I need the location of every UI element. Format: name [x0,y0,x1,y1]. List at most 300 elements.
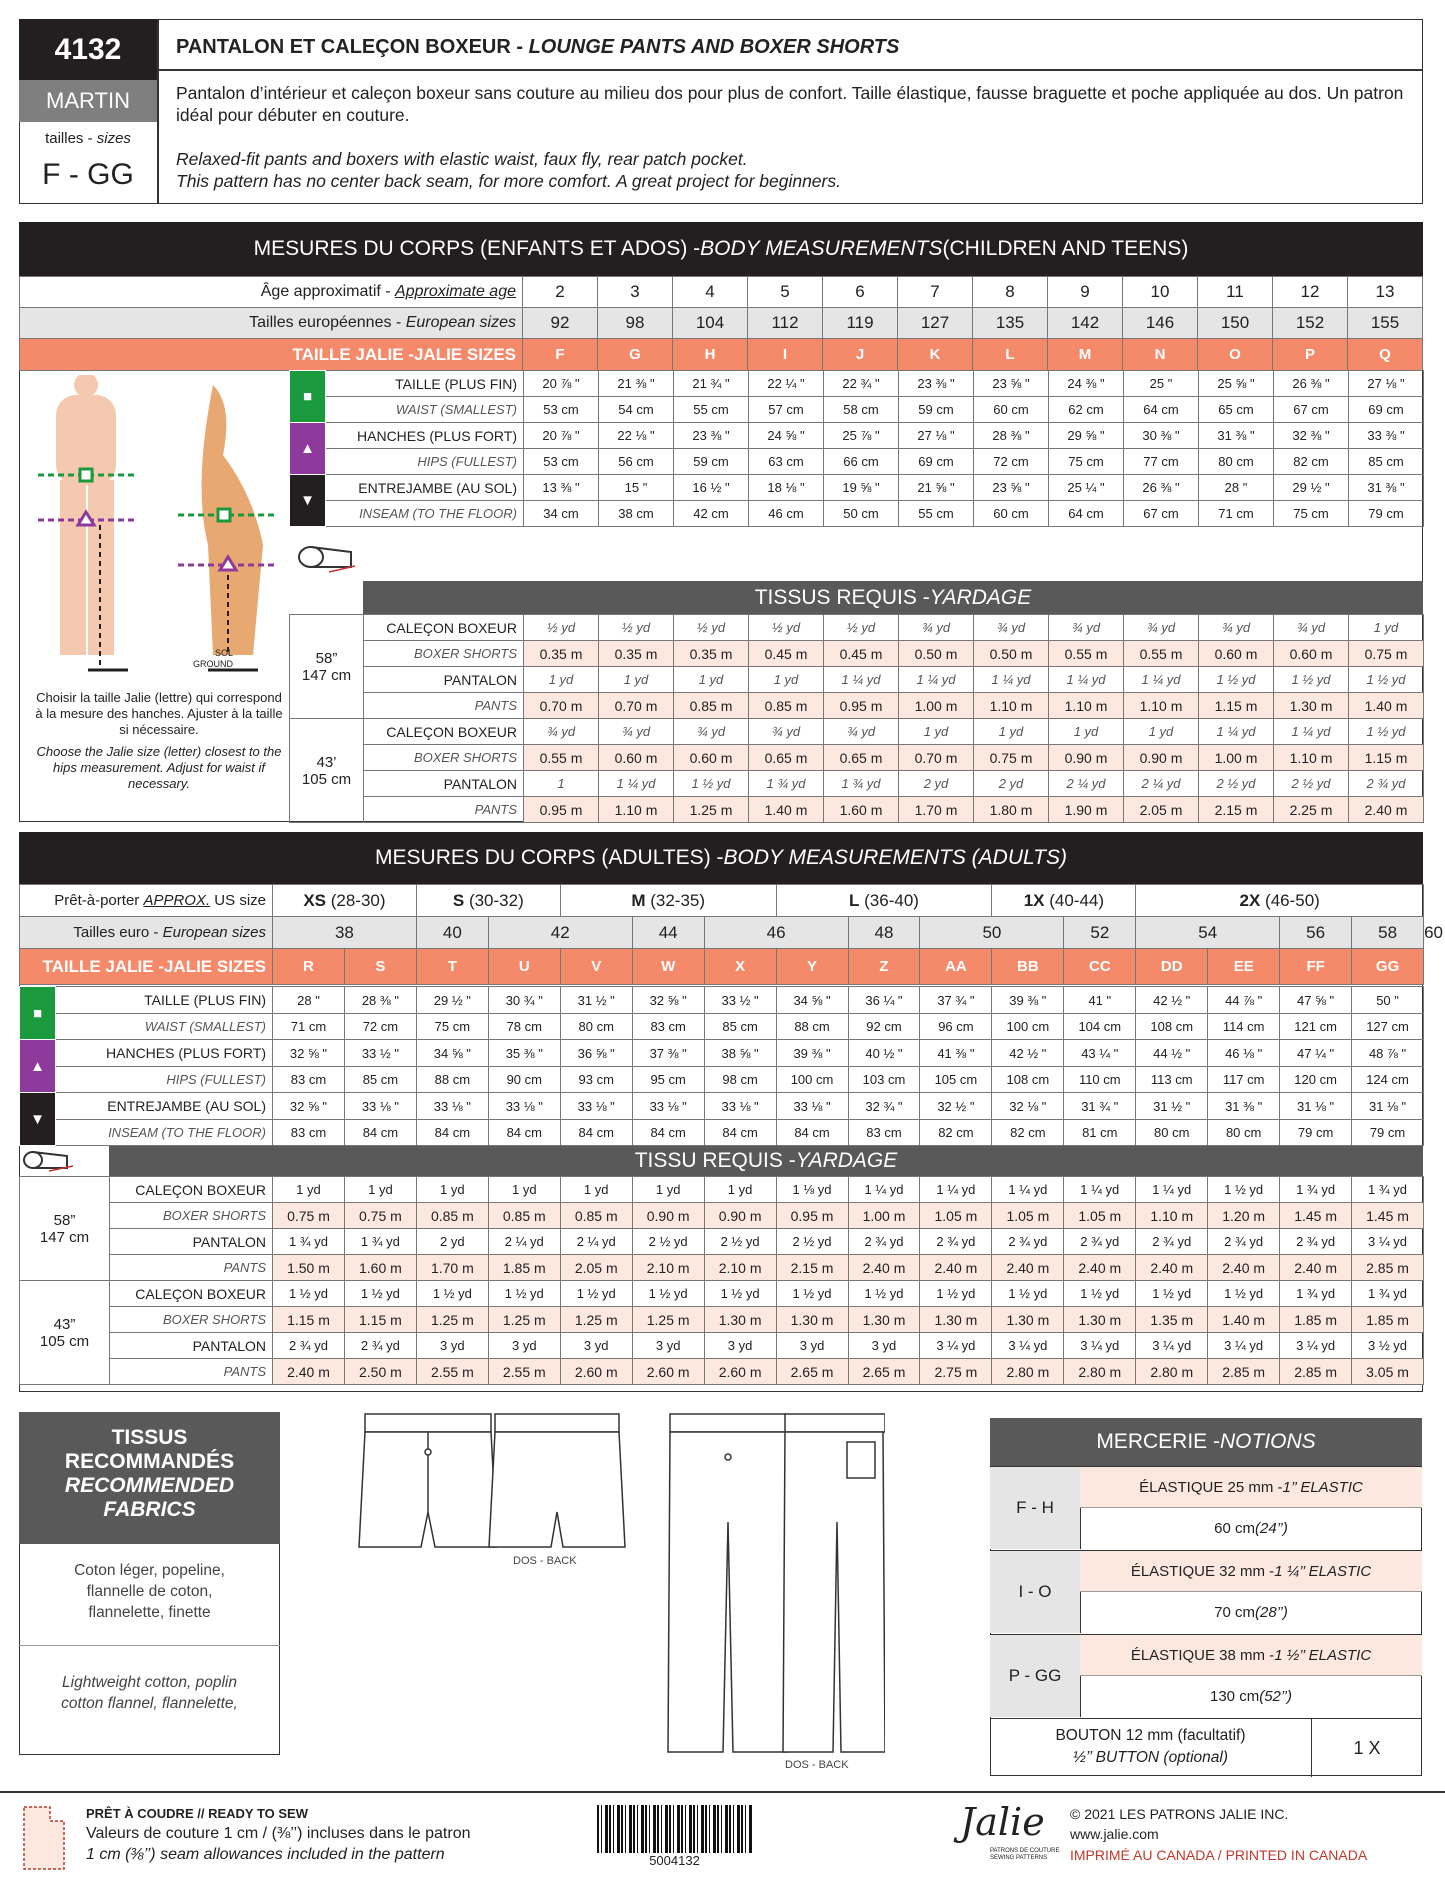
pattern-title: PANTALON ET CALEÇON BOXEUR - LOUNGE PANTS AND BOXER SHORTS [176,36,900,58]
yardage-m: 0.75 m [344,1203,416,1229]
yardage-m: 0.85 m [488,1203,560,1229]
yardage-m: 2.40 m [1349,797,1424,823]
yardage-yd: 2 ½ yd [704,1229,776,1255]
yardage-m: 2.40 m [848,1255,920,1281]
waist-inches: 25 " [1124,371,1199,397]
yardage-label-en: PANTS [110,1359,273,1385]
inseam-cm: 80 cm [1208,1120,1280,1146]
waist-cm: 57 cm [749,397,824,423]
yardage-m: 2.85 m [1208,1359,1280,1385]
waist-inches: 27 ⅛ " [1349,371,1424,397]
hips-cm: 93 cm [560,1067,632,1093]
waist-cm: 121 cm [1280,1014,1352,1040]
waist-inches: 37 ¾ " [920,987,992,1014]
yardage-yd: 1 yd [899,719,974,745]
euro-size: 38 [273,917,417,949]
yardage-m: 2.40 m [1208,1255,1280,1281]
yardage-yd: 2 yd [416,1229,488,1255]
jalie-size: W [632,949,704,985]
yardage-m: 1.00 m [899,693,974,719]
divider [157,19,159,204]
notion-size: F - H [990,1467,1081,1549]
seam-fr: Valeurs de couture 1 cm / (⅜’’) incluses dans le patron [86,1825,471,1842]
yardage-yd: 3 ¼ yd [1352,1229,1424,1255]
waist-inches: 21 ⅜ " [599,371,674,397]
jalie-size: EE [1208,949,1280,985]
yardage-m: 2.65 m [848,1359,920,1385]
yardage-yd: 1 ¾ yd [1352,1177,1424,1203]
yardage-m: 1.25 m [674,797,749,823]
yardage-label: PANTALON [364,771,524,797]
waist-cm: 72 cm [344,1014,416,1040]
yardage-m: 0.50 m [974,641,1049,667]
inseam-inches: 32 ⅝ " [273,1093,345,1120]
fabric-width: 58” 147 cm [20,1177,110,1281]
yardage-m: 2.05 m [1124,797,1199,823]
yardage-yd: 2 ¼ yd [488,1229,560,1255]
waist-cm: 53 cm [524,397,599,423]
inseam-cm: 83 cm [273,1120,345,1146]
seam-en: 1 cm (⅜’’) seam allowances included in the pattern [86,1846,445,1863]
waist-inches: 29 ½ " [416,987,488,1014]
yardage-m: 1.15 m [1349,745,1424,771]
rtw-size: XS (28-30) [273,885,417,917]
yardage-m: 0.90 m [1049,745,1124,771]
yardage-yd: 1 yd [704,1177,776,1203]
yardage-m: 2.15 m [776,1255,848,1281]
yardage-m: 1.80 m [974,797,1049,823]
yardage-m: 1.00 m [848,1203,920,1229]
inseam-inches: 29 ½ " [1274,475,1349,501]
inseam-inches: 16 ½ " [674,475,749,501]
hips-inches: 40 ½ " [848,1040,920,1067]
notion-length: 60 cm (24’’) [1214,1520,1288,1537]
yardage-yd: ¾ yd [674,719,749,745]
yardage-m: 0.60 m [599,745,674,771]
yardage-yd: 2 ¾ yd [1349,771,1424,797]
kids-ages-cell: 13 [1348,277,1423,308]
yardage-m: 1.45 m [1280,1203,1352,1229]
inseam-inches: 19 ⅝ " [824,475,899,501]
waist-cm: 108 cm [1136,1014,1208,1040]
hips-inches: 34 ⅝ " [416,1040,488,1067]
hips-inches: 32 ⅝ " [273,1040,345,1067]
inseam-cm: 84 cm [344,1120,416,1146]
hips-cm: 56 cm [599,449,674,475]
waist-inches: 41 " [1064,987,1136,1014]
yardage-m: 1.25 m [416,1307,488,1333]
hips-inches: 31 ⅜ " [1199,423,1274,449]
kids-ages-cell: 2 [523,277,598,308]
yardage-m: 1.10 m [1124,693,1199,719]
waist-inches: 22 ¼ " [749,371,824,397]
yardage-m: 2.80 m [1064,1359,1136,1385]
inseam-cm: 64 cm [1049,501,1124,527]
pants-back [783,1414,885,1752]
yardage-m: 2.60 m [704,1359,776,1385]
hips-inches: 20 ⅞ " [524,423,599,449]
inseam-cm: 34 cm [524,501,599,527]
yardage-yd: ¾ yd [1124,615,1199,641]
yardage-yd: 1 ¾ yd [273,1229,345,1255]
yardage-yd: 1 ¼ yd [824,667,899,693]
yardage-yd: 1 [524,771,599,797]
waist-cm: 100 cm [992,1014,1064,1040]
yardage-yd: 1 yd [599,667,674,693]
yardage-yd: 3 yd [848,1333,920,1359]
inseam-cm: 79 cm [1352,1120,1424,1146]
inseam-cm: 75 cm [1274,501,1349,527]
hips-inches: 25 ⅞ " [824,423,899,449]
hips-inches: 47 ¼ " [1280,1040,1352,1067]
inseam-inches: 28 " [1199,475,1274,501]
yardage-yd: 1 ¼ yd [992,1177,1064,1203]
inseam-label: ENTREJAMBE (AU SOL) [326,475,524,501]
adults-title: MESURES DU CORPS (ADULTES) - BODY MEASUREMENTS (ADULTS) [19,832,1423,884]
inseam-inches: 31 ⅛ " [1280,1093,1352,1120]
yardage-yd: 3 ¼ yd [920,1333,992,1359]
kids-ages-cell: 6 [823,277,898,308]
hips-cm: 59 cm [674,449,749,475]
yardage-yd: 1 yd [749,667,824,693]
choose-size-note: Choisir la taille Jalie (lettre) qui correspond à la mesure des hanches. Ajuster à la taille si nécessaire. Choose the Jalie size (letter) closest to the hips measurement. Adjust for waist if necessary. [35,690,283,791]
hips-inches: 24 ⅝ " [749,423,824,449]
inseam-inches: 23 ⅝ " [974,475,1049,501]
waist-inches: 44 ⅞ " [1208,987,1280,1014]
waist-cm: 54 cm [599,397,674,423]
yardage-m: 1.15 m [273,1307,345,1333]
yardage-yd: ¾ yd [1199,615,1274,641]
yardage-yd: 2 ½ yd [632,1229,704,1255]
kids-euro-cell: 112 [748,308,823,339]
yardage-yd: 1 ½ yd [1349,719,1424,745]
divider [19,1645,280,1646]
yardage-m: 1.10 m [1136,1203,1208,1229]
euro-label: Tailles euro - European sizes [20,917,273,949]
euro-size: 56 [1280,917,1352,949]
yardage-yd: 1 ½ yd [488,1281,560,1307]
notion-length: 70 cm (28’’) [1214,1604,1288,1621]
inseam-cm: 84 cm [776,1120,848,1146]
yardage-yd: 2 ½ yd [776,1229,848,1255]
yardage-m: 0.60 m [1199,641,1274,667]
yardage-m: 1.30 m [920,1307,992,1333]
yardage-yd: 1 ½ yd [992,1281,1064,1307]
hips-inches: 28 ⅜ " [974,423,1049,449]
hips-cm: 66 cm [824,449,899,475]
yardage-m: 2.15 m [1199,797,1274,823]
fabrics-fr: Coton léger, popeline, flannelle de coton, flannelette, finette [74,1562,225,1621]
divider [157,69,1423,71]
yardage-yd: ½ yd [524,615,599,641]
yardage-m: 0.85 m [749,693,824,719]
yardage-m: 0.65 m [824,745,899,771]
yardage-m: 2.40 m [1064,1255,1136,1281]
yardage-m: 0.85 m [416,1203,488,1229]
inseam-inches: 31 ⅜ " [1349,475,1424,501]
back-label-2: DOS - BACK [785,1759,849,1771]
yardage-yd: ¾ yd [749,719,824,745]
inseam-label-en: INSEAM (TO THE FLOOR) [326,501,524,527]
kids-euro-cell: 150 [1198,308,1273,339]
printed-in: IMPRIMÉ AU CANADA / PRINTED IN CANADA [1070,1847,1368,1863]
yardage-label-en: PANTS [110,1255,273,1281]
waist-label-en: WAIST (SMALLEST) [56,1014,273,1040]
yardage-yd: 2 ½ yd [1274,771,1349,797]
yardage-label-en: BOXER SHORTS [110,1203,273,1229]
jalie-size: S [344,949,416,985]
inseam-cm: 84 cm [704,1120,776,1146]
hips-label: HANCHES (PLUS FORT) [56,1040,273,1067]
adults-measurements [19,986,1424,1146]
rtw-size: M (32-35) [560,885,776,917]
kids-euro-cell: 155 [1348,308,1423,339]
kids-size-table: Âge approximatif - Approximate age 2 3 4 5 6 7 8 9 10 11 12 13 Tailles européennes - European sizes 92 98 104 112 119 127 135 142 146 150 152 155 TAILLE JALIE -JALIE SIZES F G H I J K L M N O P Q [19,276,1423,371]
jalie-size: U [488,949,560,985]
inseam-cm: 81 cm [1064,1120,1136,1146]
yardage-yd: 1 ¼ yd [1199,719,1274,745]
yardage-yd: ½ yd [674,615,749,641]
yardage-yd: 1 ¼ yd [1136,1177,1208,1203]
yardage-yd: 1 yd [1349,615,1424,641]
hips-cm: 69 cm [899,449,974,475]
yardage-yd: 1 ½ yd [1274,667,1349,693]
rtw-size: 1X (40-44) [992,885,1136,917]
garment-drawings [355,1412,885,1772]
hips-cm: 98 cm [704,1067,776,1093]
body-figures [28,375,292,675]
pattern-code: 4132 [19,19,157,80]
yardage-yd: 1 ¼ yd [848,1177,920,1203]
waist-cm: 75 cm [416,1014,488,1040]
yardage-m: 0.75 m [974,745,1049,771]
yardage-yd: ¾ yd [599,719,674,745]
hips-inches: 37 ⅜ " [632,1040,704,1067]
waist-icon: ■ [290,371,326,423]
ready-to-sew-icon [22,1805,66,1871]
yardage-yd: 1 yd [273,1177,345,1203]
yardage-yd: 1 ½ yd [344,1281,416,1307]
yardage-yd: 1 ½ yd [920,1281,992,1307]
yardage-m: 1.00 m [1199,745,1274,771]
yardage-yd: ½ yd [749,615,824,641]
waist-icon: ■ [20,987,56,1040]
hips-cm: 77 cm [1124,449,1199,475]
inseam-icon: ▼ [290,475,326,527]
yardage-m: 0.95 m [824,693,899,719]
waist-cm: 114 cm [1208,1014,1280,1040]
yardage-m: 0.50 m [899,641,974,667]
yardage-yd: 1 yd [674,667,749,693]
yardage-yd: 2 ¾ yd [273,1333,345,1359]
yardage-yd: 3 ½ yd [1352,1333,1424,1359]
hips-inches: 42 ½ " [992,1040,1064,1067]
hips-inches: 30 ⅜ " [1124,423,1199,449]
sizes-range: F - GG [42,158,134,191]
inseam-cm: 84 cm [632,1120,704,1146]
yardage-m: 1.85 m [488,1255,560,1281]
footer-divider [0,1791,1445,1793]
kids-jalie-cell: H [673,339,748,371]
waist-cm: 78 cm [488,1014,560,1040]
adults-size-table: Prêt-à-porter APPROX. US size XS (28-30) S (30-32) M (32-35) L (36-40) 1X (40-44) 2X (46-50) Tailles euro - European sizes 38 40 42 44 46 48 50 52 54 56 58 60 TAILLE JALIE -JALIE SIZES R S T U V W X Y Z AA BB CC DD EE FF GG [19,884,1424,985]
fabrics-en: Lightweight cotton, poplin cotton flannel, flannelette, [61,1674,238,1712]
yardage-yd: 1 ½ yd [632,1281,704,1307]
yardage-m: 1.30 m [992,1307,1064,1333]
kids-euro-cell: 142 [1048,308,1123,339]
yardage-yd: 1 ¼ yd [920,1177,992,1203]
yardage-yd: 1 ¾ yd [749,771,824,797]
yardage-yd: 1 ½ yd [416,1281,488,1307]
inseam-inches: 33 ⅛ " [776,1093,848,1120]
yardage-m: 1.05 m [920,1203,992,1229]
yardage-m: 0.55 m [524,745,599,771]
yardage-yd: 1 ¼ yd [1274,719,1349,745]
waist-cm: 58 cm [824,397,899,423]
inseam-cm: 55 cm [899,501,974,527]
kids-jalie-cell: P [1273,339,1348,371]
yardage-m: 0.70 m [524,693,599,719]
waist-inches: 22 ¾ " [824,371,899,397]
fabric-width: 58” 147 cm [290,615,364,719]
ground-label: SOL GROUND [193,648,233,669]
inseam-inches: 26 ⅜ " [1124,475,1199,501]
pattern-name: MARTIN [19,80,157,122]
inseam-cm: 80 cm [1136,1120,1208,1146]
yardage-label: CALEÇON BOXEUR [364,719,524,745]
hips-cm: 85 cm [1349,449,1424,475]
kids-euro-cell: 119 [823,308,898,339]
fabrics-title: TISSUS RECOMMANDÉS RECOMMENDED FABRICS [19,1412,280,1544]
hips-inches: 38 ⅝ " [704,1040,776,1067]
rtw-label: Prêt-à-porter APPROX. US size [20,885,273,917]
inseam-cm: 84 cm [416,1120,488,1146]
notion-size: I - O [990,1551,1081,1633]
yardage-yd: 1 yd [1124,719,1199,745]
hips-inches: 22 ⅛ " [599,423,674,449]
hips-cm: 108 cm [992,1067,1064,1093]
yardage-m: 1.70 m [899,797,974,823]
jalie-size: Z [848,949,920,985]
barcode [597,1805,752,1853]
hips-cm: 85 cm [344,1067,416,1093]
yardage-yd: 2 ¾ yd [1280,1229,1352,1255]
yardage-yd: 1 ¾ yd [1352,1281,1424,1307]
yardage-m: 1.85 m [1352,1307,1424,1333]
hips-cm: 124 cm [1352,1067,1424,1093]
waist-cm: 96 cm [920,1014,992,1040]
website[interactable]: www.jalie.com [1070,1826,1159,1842]
euro-size: 48 [848,917,920,949]
waist-inches: 26 ⅜ " [1274,371,1349,397]
yardage-yd: 2 ¼ yd [560,1229,632,1255]
euro-size: 42 [488,917,632,949]
yardage-m: 0.60 m [1274,641,1349,667]
yardage-yd: 1 yd [524,667,599,693]
waist-cm: 83 cm [632,1014,704,1040]
waist-cm: 85 cm [704,1014,776,1040]
yardage-yd: 3 yd [416,1333,488,1359]
euro-size: 58 [1352,917,1424,949]
inseam-cm: 42 cm [674,501,749,527]
hips-inches: 48 ⅞ " [1352,1040,1424,1067]
hips-inches: 33 ⅜ " [1349,423,1424,449]
waist-cm: 92 cm [848,1014,920,1040]
yardage-yd: 1 ¾ yd [1280,1281,1352,1307]
yardage-m: 1.25 m [488,1307,560,1333]
yardage-m: 0.55 m [1049,641,1124,667]
yardage-yd: 2 ¾ yd [1208,1229,1280,1255]
inseam-inches: 33 ⅛ " [560,1093,632,1120]
hips-cm: 88 cm [416,1067,488,1093]
yardage-yd: ¾ yd [899,615,974,641]
kids-euro-cell: 98 [598,308,673,339]
yardage-label: PANTALON [364,667,524,693]
yardage-yd: 1 ½ yd [273,1281,345,1307]
yardage-m: 2.80 m [992,1359,1064,1385]
kids-title: MESURES DU CORPS (ENFANTS ET ADOS) - BODY MEASUREMENTS (CHILDREN AND TEENS) [19,222,1423,276]
yardage-yd: 2 ¾ yd [920,1229,992,1255]
yardage-m: 0.45 m [749,641,824,667]
kids-euro-cell: 146 [1123,308,1198,339]
notion-row [990,1550,1422,1634]
jalie-size: AA [920,949,992,985]
kids-jalie-cell: J [823,339,898,371]
rtw-size: S (30-32) [416,885,560,917]
hips-cm: 63 cm [749,449,824,475]
euro-size: 46 [704,917,848,949]
yardage-yd: 1 ½ yd [1208,1281,1280,1307]
inseam-inches: 32 ⅛ " [992,1093,1064,1120]
yardage-yd: 1 ½ yd [1199,667,1274,693]
yardage-m: 0.35 m [674,641,749,667]
yardage-m: 2.40 m [273,1359,345,1385]
kids-euro-cell: 92 [523,308,598,339]
inseam-cm: 83 cm [848,1120,920,1146]
euro-size: 54 [1136,917,1280,949]
waist-inches: 28 " [273,987,345,1014]
yardage-label: CALEÇON BOXEUR [364,615,524,641]
inseam-inches: 25 ¼ " [1049,475,1124,501]
jalie-size: R [273,949,345,985]
fabric-width: 43’ 105 cm [290,719,364,823]
waist-cm: 80 cm [560,1014,632,1040]
yardage-yd: 1 yd [416,1177,488,1203]
inseam-label-en: INSEAM (TO THE FLOOR) [56,1120,273,1146]
yardage-label: PANTALON [110,1333,273,1359]
waist-cm: 55 cm [674,397,749,423]
yardage-yd: 1 ½ yd [560,1281,632,1307]
yardage-yd: 1 ½ yd [674,771,749,797]
inseam-inches: 31 ⅜ " [1208,1093,1280,1120]
hips-cm: 105 cm [920,1067,992,1093]
kids-yardage-title: TISSUS REQUIS - YARDAGE [363,581,1423,614]
yardage-yd: 1 ½ yd [704,1281,776,1307]
yardage-yd: 1 ½ yd [1136,1281,1208,1307]
yardage-yd: 3 ¼ yd [1064,1333,1136,1359]
inseam-inches: 21 ⅝ " [899,475,974,501]
hips-inches: 35 ⅜ " [488,1040,560,1067]
yardage-m: 1.05 m [1064,1203,1136,1229]
waist-inches: 36 ¼ " [848,987,920,1014]
yardage-m: 2.55 m [416,1359,488,1385]
description-fr: Pantalon d’intérieur et caleçon boxeur sans couture au milieu dos pour plus de confort. Taille élastique, fausse braguette et poche appliquée au dos. Un patron idéal pour débuter en couture. [176,83,1404,125]
kids-ages-cell: 12 [1273,277,1348,308]
jalie-size: FF [1280,949,1352,985]
kids-jalie-cell: F [523,339,598,371]
yardage-m: 2.85 m [1280,1359,1352,1385]
yardage-label: PANTALON [110,1229,273,1255]
